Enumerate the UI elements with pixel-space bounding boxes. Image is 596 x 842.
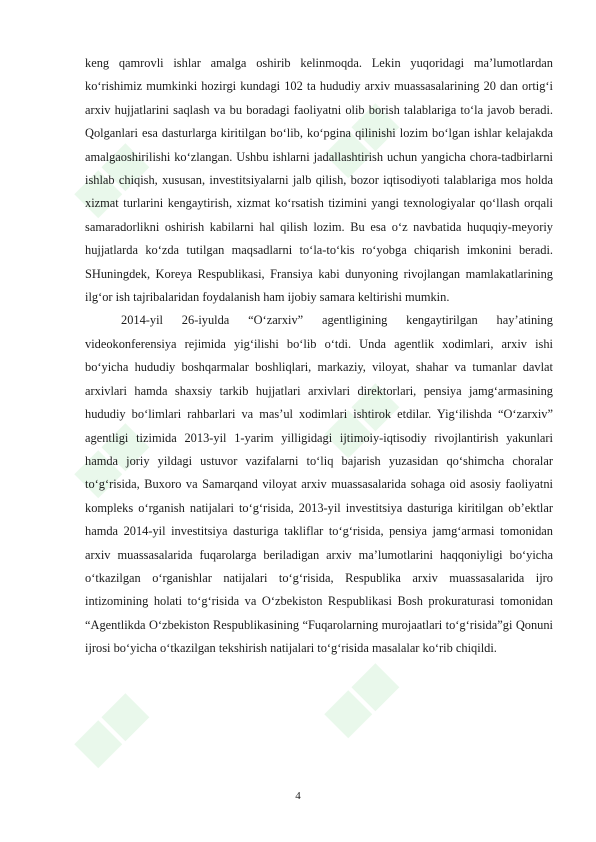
watermark: ■■: [53, 125, 163, 235]
watermark: ■■: [303, 645, 413, 755]
watermark: ■■: [303, 365, 413, 475]
watermark: ■■: [303, 85, 413, 195]
page-number: 4: [295, 790, 301, 802]
body-paragraph: keng qamrovli ishlar amalga oshirib kelinmoqda. Lekin yuqoridagi ma’lumotlardan ko‘rishimiz mumkinki hozirgi kundagi 102 ta hududiy arxiv muassasalarining 20 dan ortig‘i arxiv hujjatlarini saqlash va bu boradagi faoliyatni olib borish talablariga to‘la javob beradi. Qolganlari esa dasturlarga kiritilgan bo‘lib, ko‘pgina qilinishi lozim bo‘lgan ishlar kelajakda amalgaoshirilishi ko‘zlangan. Ushbu ishlarni jadallashtirish uchun yangicha chora-tadbirlarni ishlab chiqish, xususan, investitsiyalarni jalb qilish, bozor iqtisodiyoti talablariga mos holda xizmat turlarini kengaytirish, xizmat ko‘rsatish tizimini yangi texnologiyalar qo‘llash orqali samaradorlikni oshirish kabilarni hal qilish lozim. Bu esa o‘z navbatida huquqiy-meyoriy hujjatlarda ko‘zda tutilgan maqsadlarni to‘la-to‘kis ro‘yobga chiqarish imkonini beradi. SHuningdek, Koreya Respublikasi, Fransiya kabi dunyoning rivojlangan mamlakatlarining ilg‘or ish tajribalaridan foydalanish ham ijobiy samara keltirishi mumkin.: [85, 56, 553, 305]
watermark: ■■: [53, 405, 163, 515]
body-paragraph: 2014-yil 26-iyulda “O‘zarxiv” agentligining kengaytirilgan hay’atining videokonferensiya rejimida yig‘ilishi bo‘lib o‘tdi. Unda agentlik xodimlari, arxiv ishi bo‘yicha hududiy boshqarmalar boshliqlari, markaziy, viloyat, shahar va tumanlar davlat arxivlari hamda shaxsiy tarkib hujjatlari arxivlari direktorlari, pensiya jamg‘armasining hududiy bo‘limlari rahbarlari va mas’ul xodimlari ishtirok etdilar. Yig‘ilishda “O‘zarxiv” agentligi tizimida 2013-yil 1-yarim yilligidagi ijtimoiy-iqtisodiy rivojlantirish yakunlari hamda joriy yildagi ustuvor vazifalarni to‘liq bajarish yuzasidan qo‘shimcha choralar to‘g‘risida, Buxoro va Samarqand viloyat arxiv muassasalarida sohaga oid asosiy faoliyatni kompleks o‘rganish natijalari to‘g‘risida, 2013-yil investitsiya dasturiga kiritilgan ob’ektlar hamda 2014-yil investitsiya dasturiga takliflar to‘g‘risida, pensiya jamg‘armasi tomonidan arxiv muassasalarida fuqarolarga beriladigan arxiv ma’lumotlarini haqqoniyligi bo‘yicha o‘tkazilgan o‘rganishlar natijalari to‘g‘risida, Respublika arxiv muassasalarida ijro intizomining holati to‘g‘risida va O‘zbekiston Respublikasi Bosh prokuraturasi tomonidan “Agentlikda O‘zbekiston Respublikasining “Fuqarolarning murojaatlari to‘g‘risida”gi Qonuni ijrosi bo‘yicha o‘tkazilgan tekshirish natijalari to‘g‘risida masalalar ko‘rib chiqildi.: [85, 313, 553, 656]
document-body: [85, 52, 553, 661]
watermark: ■■: [53, 675, 163, 785]
